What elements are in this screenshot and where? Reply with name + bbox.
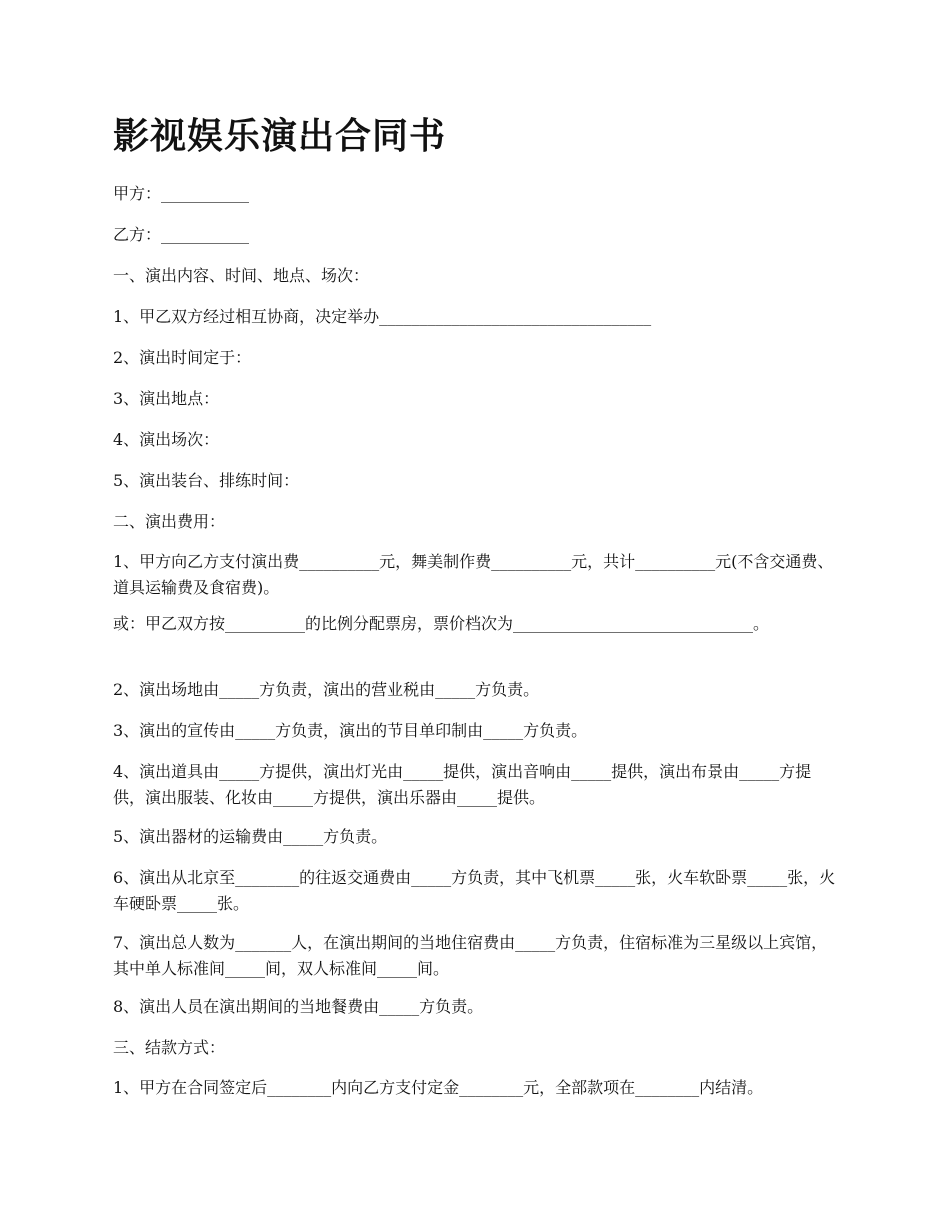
- party-a-line: 甲方：___________: [113, 184, 250, 203]
- section2-item-1: 1、甲方向乙方支付演出费__________元，舞美制作费__________元，共计__________元(不含交通费、道具运输费及食宿费)。: [113, 552, 834, 597]
- document-title: 影视娱乐演出合同书: [113, 115, 447, 157]
- section1-item-3: 3、演出地点：: [113, 389, 220, 408]
- section1-item-4: 4、演出场次：: [113, 430, 220, 449]
- section1-item-5: 5、演出装台、排练时间：: [113, 471, 300, 490]
- section2-item-2: 2、演出场地由_____方负责，演出的营业税由_____方负责。: [113, 680, 540, 699]
- section2-item-8: 8、演出人员在演出期间的当地餐费由_____方负责。: [113, 997, 484, 1016]
- section2-item-3: 3、演出的宣传由_____方负责，演出的节目单印制由_____方负责。: [113, 721, 588, 740]
- section3-heading: 三、结款方式：: [113, 1038, 226, 1057]
- section1-heading: 一、演出内容、时间、地点、场次：: [113, 266, 370, 285]
- party-b-line: 乙方：___________: [113, 225, 250, 244]
- section2-heading: 二、演出费用：: [113, 512, 226, 531]
- section3-item-1: 1、甲方在合同签定后________内向乙方支付定金________元，全部款项在________内结清。: [113, 1078, 764, 1097]
- section2-item-alt: 或：甲乙双方按__________的比例分配票房，票价档次为______________________________。: [113, 614, 770, 633]
- section2-item-6: 6、演出从北京至________的往返交通费由_____方负责，其中飞机票_____张，火车软卧票_____张，火车硬卧票_____张。: [113, 868, 836, 913]
- section1-item-2: 2、演出时间定于：: [113, 348, 252, 367]
- section2-item-7: 7、演出总人数为_______人，在演出期间的当地住宿费由_____方负责，住宿标准为三星级以上宾馆，其中单人标准间_____间，双人标准间_____间。: [113, 933, 828, 978]
- section2-item-4: 4、演出道具由_____方提供，演出灯光由_____提供，演出音响由_____提供，演出布景由_____方提供，演出服装、化妆由_____方提供，演出乐器由_____提供。: [113, 762, 812, 807]
- section2-item-5: 5、演出器材的运输费由_____方负责。: [113, 827, 388, 846]
- section1-item-1: 1、甲乙双方经过相互协商，决定举办__________________________________: [113, 307, 652, 326]
